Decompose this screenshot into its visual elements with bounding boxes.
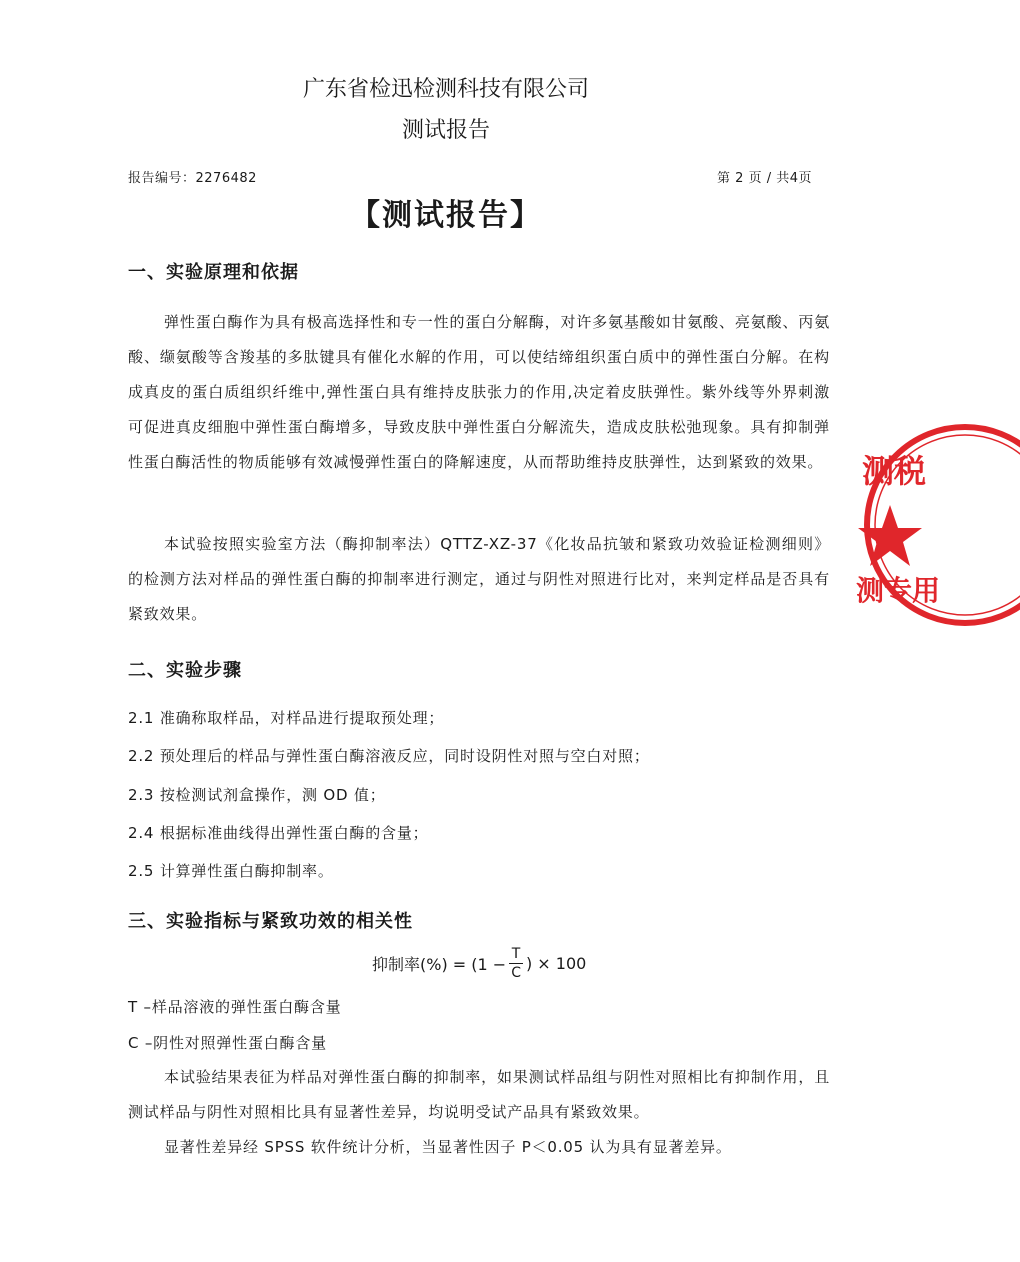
section-heading-correlation: 三、实验指标与紧致功效的相关性 <box>128 911 413 932</box>
step-item: 2.5 计算弹性蛋白酶抑制率。 <box>128 862 334 880</box>
svg-text:测税: 测税 <box>862 452 927 490</box>
formula-lhs: 抑制率(%) = (1 − <box>372 955 507 974</box>
report-number-value: 2276482 <box>195 171 257 186</box>
principle-paragraph-2: 本试验按照实验室方法（酶抑制率法）QTTZ-XZ-37《化妆品抗皱和紧致功效验证检测细则》 的检测方法对样品的弹性蛋白酶的抑制率进行测定，通过与阴性对照进行比对，来判定样品是否具有紧致效果。 <box>128 535 830 623</box>
inhibition-rate-formula <box>372 945 586 982</box>
page-info: 第 2 页 / 共4页 <box>717 171 812 186</box>
report-number-label: 报告编号： <box>128 171 196 186</box>
significance-paragraph: 显著性差异经 SPSS 软件统计分析，当显著性因子 P＜0.05 认为具有显著差异。 <box>164 1138 732 1156</box>
step-item: 2.1 准确称取样品，对样品进行提取预处理； <box>128 709 445 727</box>
correlation-paragraph-1: 本试验结果表征为样品对弹性蛋白酶的抑制率，如果测试样品组与阴性对照相比有抑制作用，且测试样品与阴性对照相比具有显著性差异，均说明受试产品具有紧致效果。 <box>128 1068 830 1121</box>
step-item: 2.4 根据标准曲线得出弹性蛋白酶的含量； <box>128 824 429 842</box>
report-subtitle: 测试报告 <box>401 118 490 143</box>
section-heading-steps: 二、实验步骤 <box>128 660 242 681</box>
formula-denominator: C <box>511 965 521 981</box>
report-number <box>128 167 257 186</box>
step-item: 2.3 按检测试剂盒操作，测 OD 值； <box>128 786 386 804</box>
main-title: 【测试报告】 <box>350 198 542 233</box>
formula-rhs: ) × 100 <box>525 954 587 973</box>
formula-numerator: T <box>509 945 524 964</box>
definition-c: C –阴性对照弹性蛋白酶含量 <box>128 1034 327 1052</box>
svg-text:测专用: 测专用 <box>856 574 941 607</box>
definition-t: T –样品溶液的弹性蛋白酶含量 <box>128 998 342 1016</box>
formula-fraction <box>508 945 524 982</box>
step-item: 2.2 预处理后的样品与弹性蛋白酶溶液反应，同时设阴性对照与空白对照； <box>128 747 650 765</box>
company-name: 广东省检迅检测科技有限公司 <box>302 77 589 102</box>
section-heading-principle: 一、实验原理和依据 <box>128 262 299 283</box>
official-seal <box>856 420 1020 630</box>
principle-paragraph-1: 弹性蛋白酶作为具有极高选择性和专一性的蛋白分解酶，对许多氨基酸如甘氨酸、亮氨酸、丙氨酸、缬氨酸等含羧基的多肽键具有催化水解的作用，可以使结缔组织蛋白质中的弹性蛋白分解。在构成真皮的蛋白质组织纤维中,弹性蛋白具有维持皮肤张力的作用,决定着皮肤弹性。紫外线等外界刺激可促进真皮细胞中弹性蛋白酶增多，导致皮肤中弹性蛋白分解流失，造成皮肤松弛现象。具有抑制弹性蛋白酶活性的物质能够有效减慢弹性蛋白的降解速度，从而帮助维持皮肤弹性，达到紧致的效果。 <box>128 313 830 471</box>
